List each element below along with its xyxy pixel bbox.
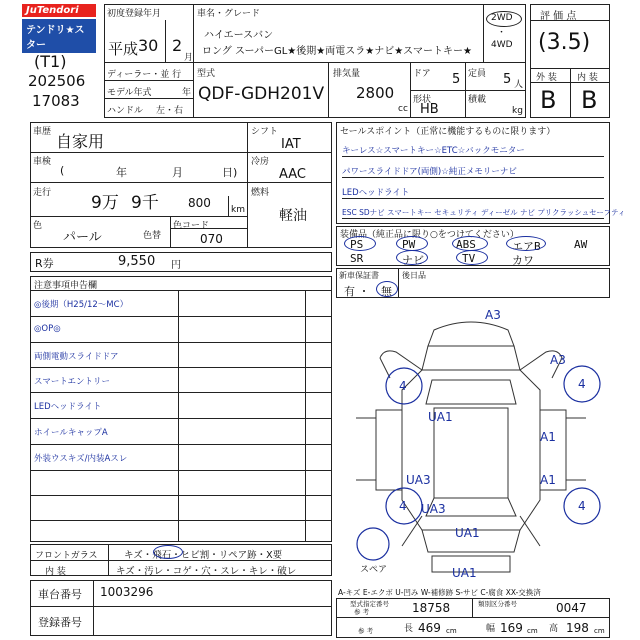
notes-title: 注意事項申告欄 — [34, 281, 98, 291]
interior-cond-label: 内 装 — [45, 567, 66, 577]
color-value: パール — [63, 230, 102, 245]
equip-sr: SR — [350, 252, 364, 265]
mileage-unit: km — [231, 205, 245, 215]
sales-points-title: セールスポイント（正常に機能するものに限ります） — [340, 127, 556, 137]
interior-label: 内 装 — [577, 73, 598, 83]
model-label: 型式 — [197, 69, 216, 79]
color-change-label: 色替 — [143, 231, 162, 241]
capacity-label: 定員 — [468, 69, 487, 79]
equip-navi: ナビ — [402, 254, 424, 267]
capacity-unit: 人 — [514, 80, 524, 90]
mileage-value2: 9千 — [131, 193, 159, 213]
return-label: 後日品 — [402, 271, 426, 280]
note-1: ◎後期（H25/12～MC） — [34, 300, 129, 310]
note-7: 外装ウスキズ/内装Aスレ — [34, 454, 128, 464]
model-value: QDF-GDH201V — [198, 84, 325, 104]
category-value: 0047 — [556, 601, 587, 615]
height-value: 198 — [566, 621, 589, 635]
note-2: ◎OP◎ — [34, 324, 61, 334]
vehicle-label: 車名・グレード — [197, 9, 261, 19]
note-6: ホイールキャップA — [34, 428, 108, 438]
grade-score: (3.5) — [538, 30, 591, 55]
fuel-label: 燃料 — [251, 188, 270, 198]
equip-ps: PS — [350, 238, 364, 251]
equip-airbag: エアB — [512, 240, 541, 253]
category-label: 類別区分番号 — [478, 600, 517, 608]
height-unit: cm — [594, 627, 605, 635]
equip-pw-circle — [396, 236, 428, 251]
model-year-unit: 年 — [182, 88, 192, 98]
doors-label: ドア — [413, 69, 431, 79]
color-code-label: 色コード — [173, 221, 210, 231]
sales-point-2: パワースライドドア(両側)☆純正メモリーナビ — [342, 165, 604, 178]
inspection-open: ( — [60, 164, 65, 177]
note-5: LEDヘッドライト — [34, 402, 102, 412]
warranty-circle — [376, 281, 398, 297]
equip-ps-circle — [344, 236, 376, 251]
auction-code: (T1) — [34, 52, 67, 71]
mileage-value3: 800 — [188, 196, 211, 210]
inspection-label: 車検 — [33, 157, 52, 167]
height-label: 高 — [549, 624, 559, 634]
registration-year: 30 — [138, 36, 159, 55]
r-ken-label: R券 — [35, 257, 54, 270]
warranty-label: 新車保証書 — [339, 271, 379, 280]
displacement-label: 排気量 — [333, 69, 361, 79]
grade-label: 評 価 点 — [540, 11, 577, 22]
note-3: 両側電動スライドドア — [34, 352, 119, 362]
ac-label: 冷房 — [251, 157, 270, 167]
registration-month-unit: 月 — [184, 53, 194, 63]
warranty-value-circled: 無 — [381, 285, 392, 298]
equip-airbag-circle — [506, 236, 546, 251]
drive-2wd: 2WD — [491, 13, 513, 23]
drive-dot: ・ — [497, 28, 507, 38]
mark-back-door: UA1 — [455, 526, 480, 540]
mark-right-door: A1 — [540, 430, 556, 444]
logo — [22, 4, 102, 51]
damage-legend: A-キズ E-エクボ U-凹み W-補修跡 S-サビ C-腐食 XX-交換済 — [338, 588, 541, 597]
equip-navi-circle — [396, 250, 428, 265]
equip-pw: PW — [402, 238, 416, 251]
dealer-label: ディーラー・並 行 — [107, 70, 182, 80]
type-number-label: 型式指定番号 — [350, 600, 389, 608]
mark-roof-front: A3 — [485, 308, 501, 322]
interior-grade: B — [581, 86, 598, 114]
lot-date: 202506 — [28, 72, 86, 90]
drive-4wd: 4WD — [491, 40, 513, 50]
r-ken-unit: 円 — [171, 260, 181, 271]
inspection-year: 年 — [116, 166, 127, 179]
vehicle-grade: ロング スーパーGL★後期★両電スラ★ナビ★スマートキー★ — [202, 46, 472, 57]
equip-leather: カワ — [512, 254, 534, 267]
width-unit: cm — [527, 627, 538, 635]
registration-label: 初度登録年月 — [107, 9, 162, 19]
ac-value: AAC — [279, 167, 306, 182]
mark-left-door: UA1 — [428, 410, 453, 424]
mark-right-rear: A1 — [540, 473, 556, 487]
mark-left-rear: UA3 — [406, 473, 431, 487]
registration-month: 2 — [172, 36, 183, 55]
capacity-value: 5 — [503, 72, 512, 87]
mark-tire-rf: 4 — [578, 377, 586, 391]
logo-line1: JuTendori — [22, 4, 96, 17]
doors-value: 5 — [452, 72, 461, 87]
type-number-value: 18758 — [412, 601, 451, 615]
glass-circle — [153, 545, 183, 559]
mark-right-front: A3 — [550, 353, 566, 367]
length-value: 469 — [418, 621, 441, 635]
sales-point-4: ESC SDナビ スマートキー セキュリティ ディーゼル ナビ プリクラッシュセーフティ — [342, 208, 626, 217]
vehicle-name: ハイエースバン — [204, 30, 274, 41]
reg-number-label: 登録番号 — [38, 616, 82, 629]
equip-tv: TV — [462, 252, 476, 265]
width-value: 169 — [500, 621, 523, 635]
warranty-value: 有 ・ — [344, 285, 370, 298]
car-type-label: 車歴 — [33, 127, 52, 137]
r-ken-box — [30, 252, 332, 272]
shift-value: IAT — [281, 137, 301, 152]
exterior-grade: B — [540, 86, 557, 114]
mark-tire-lf: 4 — [399, 379, 407, 393]
mark-tire-rr: 4 — [578, 499, 586, 513]
mileage-value1: 9万 — [91, 193, 119, 213]
equip-aw: AW — [574, 238, 588, 251]
inspection-day: 日) — [222, 166, 238, 179]
dimensions-ref: 参 考 — [358, 627, 374, 635]
color-code-value: 070 — [200, 232, 223, 246]
length-unit: cm — [446, 627, 457, 635]
mark-tire-lr: 4 — [399, 499, 407, 513]
shape-label: 形状 — [413, 95, 432, 105]
displacement-unit: cc — [398, 104, 408, 114]
inspection-month: 月 — [172, 166, 183, 179]
logo-line2: テンドリ★スター — [22, 19, 96, 53]
type-number-ref: 参 考 — [354, 608, 370, 616]
registration-era: 平成 — [108, 40, 139, 58]
sales-point-1: キーレス☆スマートキー☆ETC☆バックモニター — [342, 144, 604, 157]
equipment-title: 装備品（純正品に限り○をつけてください） — [340, 230, 519, 240]
spare-label: スペア — [360, 565, 388, 575]
car-type-value: 自家用 — [56, 132, 105, 151]
mark-rear-bumper: UA1 — [452, 566, 477, 580]
glass-value: キズ・飛石・ヒビ割・リペア跡・X要 — [124, 550, 283, 561]
sales-point-3: LEDヘッドライト — [342, 186, 604, 199]
shape-value: HB — [420, 102, 439, 117]
equip-tv-circle — [456, 250, 488, 265]
fuel-value: 軽油 — [279, 208, 307, 224]
chassis-value: 1003296 — [100, 585, 154, 599]
interior-cond-value: キズ・汚レ・コゲ・穴・スレ・キレ・破レ — [116, 566, 297, 577]
exterior-label: 外 装 — [536, 73, 557, 83]
note-4: スマートエントリー — [34, 377, 110, 387]
load-unit: kg — [512, 106, 523, 116]
mileage-label: 走行 — [33, 188, 52, 198]
width-label: 幅 — [486, 624, 496, 634]
equip-abs-circle — [452, 236, 488, 251]
color-label: 色 — [33, 221, 43, 231]
chassis-label: 車台番号 — [38, 588, 82, 601]
model-year-label: モデル年式 — [107, 88, 152, 98]
length-label: 長 — [404, 624, 414, 634]
handle-label: ハンドル — [107, 106, 144, 116]
handle-value: 左・右 — [156, 106, 184, 116]
r-ken-value: 9,550 — [118, 254, 156, 269]
lot-number: 17083 — [32, 92, 80, 110]
glass-label: フロントガラス — [35, 551, 98, 561]
car-diagram — [336, 300, 610, 584]
mark-rear-quarter: UA3 — [421, 502, 446, 516]
load-label: 積載 — [468, 95, 487, 105]
shift-label: シフト — [251, 127, 279, 137]
displacement-value: 2800 — [356, 84, 395, 102]
equip-abs: ABS — [456, 238, 476, 251]
